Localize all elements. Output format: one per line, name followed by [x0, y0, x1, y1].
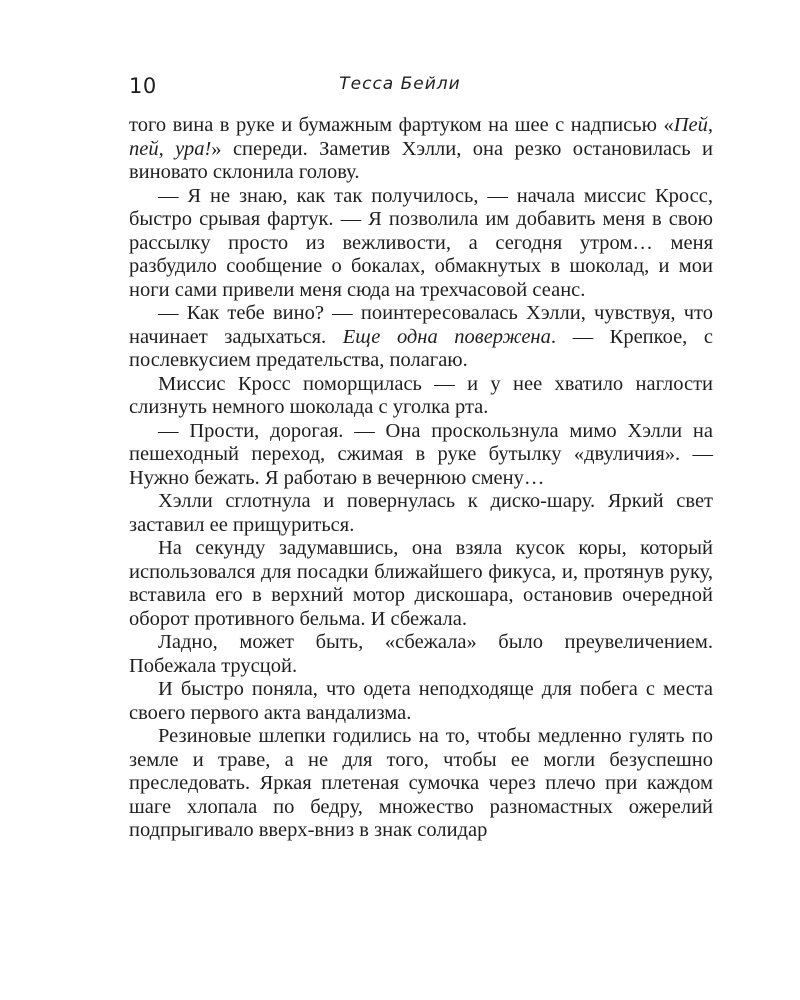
- italic-text: Пей, пей, ура!: [129, 114, 713, 160]
- italic-text: Еще одна повержена: [342, 325, 551, 348]
- text-run: Миссис Кросс поморщилась — и у нее хватило наглости слизнуть немного шоколада с уголка рта.: [129, 372, 713, 418]
- paragraph: [129, 537, 713, 631]
- body-text: [129, 114, 713, 843]
- paragraph: [129, 373, 713, 420]
- paragraph: [129, 678, 713, 725]
- text-run: Резиновые шлепки годились на то, чтобы медленно гулять по земле и траве, а не для того, чтобы ее могли безуспешно преследовать. Яркая плетеная сумочка через плечо при каждом шаге хлопала по бедру, множество разномастных ожерелий подпрыгивало вверх-вниз в знак солидар: [129, 725, 713, 841]
- text-run: того вина в руке и бумажным фартуком на шее с надписью «: [129, 114, 674, 136]
- text-run: Хэлли сглотнула и повернулась к диско-шару. Яркий свет заставил ее прищуриться.: [129, 490, 713, 536]
- paragraph: [129, 302, 713, 373]
- text-run: — Я не знаю, как так получилось, — начала миссис Кросс, быстро срывая фартук. — Я позволила им добавить меня в свою рассылку просто из вежливости, а сегодня утром… меня разбудило сообщение о бокалах, обмакнутых в шоколад, и мои ноги сами привели меня сюда на трехчасовой сеанс.: [129, 184, 713, 301]
- text-run: — Как тебе вино? — поинтересовалась Хэлли, чувствуя, что начинает задыхаться.: [129, 302, 713, 348]
- text-run: . — Крепкое, с послевкусием предательства, полагаю.: [129, 325, 713, 371]
- page-number: 10: [129, 74, 157, 98]
- text-run: » спереди. Заметив Хэлли, она резко остановилась и виновато склонила голову.: [129, 137, 713, 183]
- paragraph: [129, 631, 713, 678]
- paragraph: [129, 114, 713, 185]
- running-title: Тесса Бейли: [339, 74, 461, 94]
- paragraph: [129, 420, 713, 491]
- text-run: На секунду задумавшись, она взяла кусок коры, который использовался для посадки ближайшего фикуса, и, протянув руку, вставила его в верхний мотор дискошара, остановив очередной оборот противного бельма. И сбежала.: [129, 537, 713, 630]
- text-run: И быстро поняла, что одета неподходяще для побега с места своего первого акта вандализма.: [129, 678, 713, 724]
- text-run: — Прости, дорогая. — Она проскользнула мимо Хэлли на пешеходный переход, сжимая в руке бутылку «двуличия». — Нужно бежать. Я работаю в вечернюю смену…: [129, 419, 713, 489]
- paragraph: [129, 490, 713, 537]
- text-run: Ладно, может быть, «сбежала» было преувеличением. Побежала трусцой.: [129, 631, 713, 677]
- paragraph: [129, 185, 713, 303]
- paragraph: [129, 725, 713, 843]
